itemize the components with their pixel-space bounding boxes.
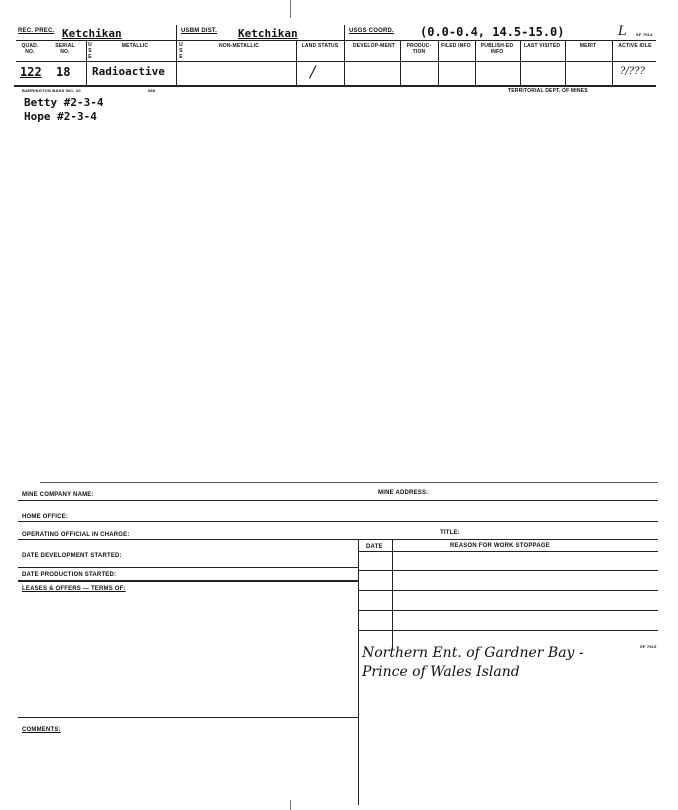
form-number-top: SF 7914	[636, 32, 653, 37]
published-info-header: PUBLISH-ED INFO	[480, 43, 514, 55]
corner-mark: L	[618, 24, 627, 39]
header-underline	[16, 40, 656, 41]
handwritten-location-2: Prince of Wales Island	[362, 664, 520, 680]
printer-code: 688	[148, 88, 156, 93]
production-header: PRODUC-TION	[406, 43, 432, 55]
scan-mark-bottom	[290, 800, 291, 810]
rec-prec-label: REC. PREC.	[18, 28, 55, 34]
merit-header: MERIT	[579, 43, 597, 49]
use-nonmetallic-header: U S E	[179, 42, 183, 60]
bottom-card-top-edge	[40, 482, 658, 483]
home-office-label: HOME OFFICE:	[22, 514, 69, 520]
use-metallic-header: U S E	[88, 42, 92, 60]
usgs-coord-value: (0.0-0.4, 14.5-15.0)	[420, 25, 565, 39]
last-visited-header: LAST VISITED	[523, 43, 561, 49]
reason-header: REASON FOR WORK STOPPAGE	[450, 543, 550, 549]
land-status-mark: /	[310, 62, 316, 81]
row-bottom-border	[14, 85, 656, 87]
serial-no-header: SERIAL NO.	[55, 43, 75, 55]
non-metallic-header: NON-METALLIC	[218, 43, 260, 49]
active-idle-mark: ?/???	[620, 66, 645, 77]
title-label: TITLE:	[440, 530, 460, 536]
handwritten-location-1: Northern Ent. of Gardner Bay -	[362, 645, 584, 661]
operating-official-label: OPERATING OFFICIAL IN CHARGE:	[22, 532, 130, 538]
active-idle-header: ACTIVE IDLE	[618, 43, 652, 49]
mine-company-label: MINE COMPANY NAME:	[22, 492, 94, 498]
scan-mark	[290, 0, 291, 18]
filed-info-header: FILED INFO	[441, 43, 471, 49]
claim-line-1: Betty #2-3-4	[24, 96, 104, 109]
form-number-bottom: SF 7915	[640, 644, 657, 649]
printer-line: BARRINGTON BANS INC. 20	[22, 88, 81, 93]
date-production-label: DATE PRODUCTION STARTED:	[22, 572, 117, 578]
leases-label: LEASES & OFFERS — TERMS OF:	[22, 586, 126, 592]
mine-address-label: MINE ADDRESS:	[378, 490, 429, 496]
quad-no-header: QUAD. NO.	[21, 43, 39, 55]
usbm-dist-label: USBM DIST.	[181, 28, 218, 34]
land-status-header: LAND STATUS	[301, 43, 339, 49]
comments-label: COMMENTS:	[22, 727, 61, 733]
quad-no-value: 122	[20, 65, 42, 79]
metallic-header: METALLIC	[121, 43, 149, 49]
metallic-value: Radioactive	[92, 65, 165, 78]
usbm-dist-value: Ketchikan	[238, 27, 298, 40]
serial-no-value: 18	[56, 65, 71, 79]
usgs-coord-label: USGS COORD.	[349, 28, 394, 34]
development-header: DEVELOP-MENT	[352, 43, 396, 49]
territorial-label: TERRITORIAL DEPT. OF MINES	[508, 88, 588, 94]
rec-prec-value: Ketchikan	[62, 27, 122, 40]
date-header: DATE	[366, 544, 383, 550]
date-development-label: DATE DEVELOPMENT STARTED:	[22, 553, 122, 559]
claim-line-2: Hope #2-3-4	[24, 110, 97, 123]
